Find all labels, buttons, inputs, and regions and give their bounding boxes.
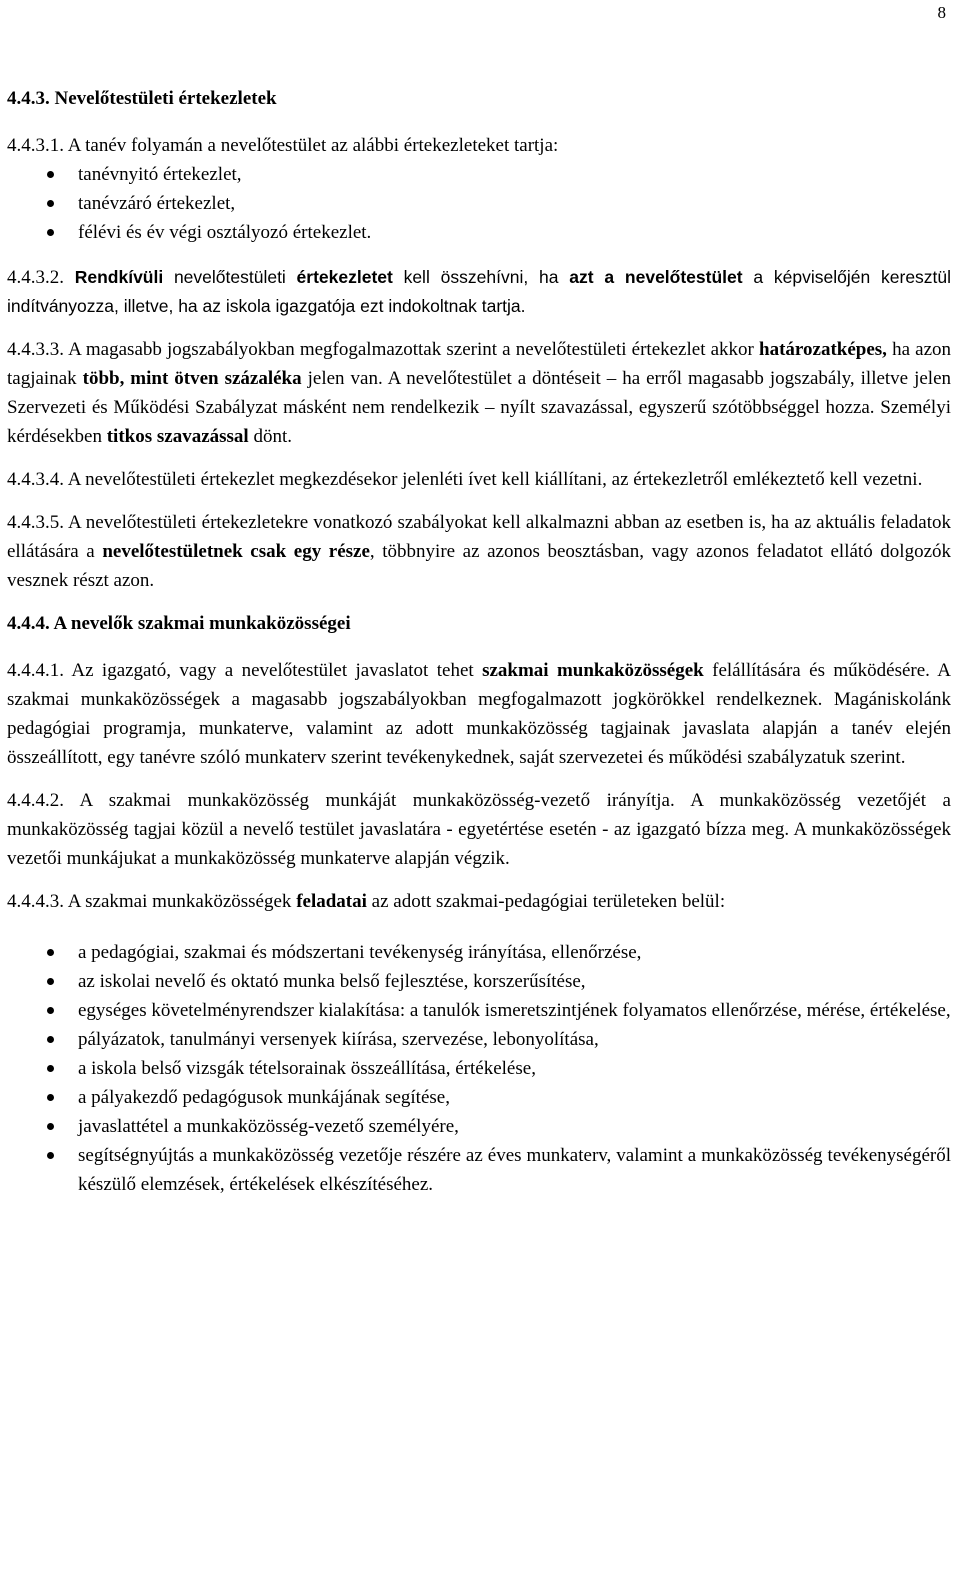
list-item: az iskolai nevelő és oktató munka belső fejlesztése, korszerűsítése, — [7, 967, 951, 996]
bold-text: titkos szavazással — [106, 426, 249, 447]
paragraph-number: 4.4.3.3. — [7, 339, 64, 360]
page-number: 8 — [937, 3, 946, 22]
bullet-icon — [47, 1036, 54, 1043]
bullet-icon — [47, 949, 54, 956]
paragraph-4-4-4-1: 4.4.4.1. Az igazgató, vagy a nevelőtestület javaslatot tehet szakmai munkaközösségek felállítására és működésére. A szakmai munkaközösségek a magasabb jogszabályokban megfogalmazott jogkörökkel rendelkeznek. Magániskolánk pedagógiai programja, munkaterve, valamint az adott munkaközösség tagjainak javaslata alapján a tanév elején összeállított, egy tanévre szóló munkaterv szerint tevékenykednek, saját szervezetei és működési szabályzatuk szerint. — [7, 660, 951, 768]
list-item: félévi és év végi osztályozó értekezlet. — [7, 218, 951, 247]
tasks-list — [7, 938, 951, 1199]
bullet-icon — [47, 1152, 54, 1159]
paragraph-number: 4.4.3.4. — [7, 469, 64, 490]
list-item: pályázatok, tanulmányi versenyek kiírása, szervezése, lebonyolítása, — [7, 1025, 951, 1054]
bold-text: szakmai munkaközösségek — [482, 660, 704, 681]
bold-text: Rendkívüli — [74, 267, 164, 287]
paragraph-number: 4.4.4.1. — [7, 660, 64, 681]
bold-text: határozatképes, — [759, 339, 887, 360]
meeting-types-list — [7, 160, 951, 247]
section-heading-4-4-3: 4.4.3. Nevelőtestületi értekezletek — [7, 88, 277, 109]
paragraph-number: 4.4.3.5. — [7, 512, 64, 533]
paragraph-number: 4.4.4.3. — [7, 891, 64, 912]
bold-text: feladatai — [296, 891, 367, 912]
bold-text: több, mint ötven százaléka — [82, 368, 302, 389]
paragraph-4-4-4-3: 4.4.4.3. A szakmai munkaközösségek feladatai az adott szakmai-pedagógiai területeken belül: — [7, 891, 726, 912]
bullet-icon — [47, 1007, 54, 1014]
paragraph-4-4-3-2: 4.4.3.2. Rendkívüli nevelőtestületi értekezletet kell összehívni, ha azt a nevelőtestület a képviselőjén keresztül indítványozza, illetve, ha az iskola igazgatója ezt indokoltnak tartja. — [7, 267, 952, 316]
paragraph-number: 4.4.3.1. — [7, 135, 64, 156]
paragraph-number: 4.4.4.2. — [7, 790, 64, 811]
list-item: segítségnyújtás a munkaközösség vezetője részére az éves munkaterv, valamint a munkaközösség tevékenységéről készülő elemzések, értékelések elkészítéséhez. — [7, 1141, 951, 1199]
list-item: a pályakezdő pedagógusok munkájának segítése, — [7, 1083, 951, 1112]
bullet-icon — [47, 1094, 54, 1101]
list-item: a iskola belső vizsgák tételsorainak összeállítása, értékelése, — [7, 1054, 951, 1083]
bullet-icon — [47, 200, 54, 207]
bold-text: értekezletet — [296, 267, 393, 287]
bullet-icon — [47, 171, 54, 178]
bullet-icon — [47, 978, 54, 985]
bold-text: nevelőtestületnek csak egy része — [102, 541, 370, 562]
list-item: javaslattétel a munkaközösség-vezető személyére, — [7, 1112, 951, 1141]
bullet-icon — [47, 229, 54, 236]
list-item: egységes követelményrendszer kialakítása: a tanulók ismeretszintjének folyamatos ellenőrzése, mérése, értékelése, — [7, 996, 951, 1025]
paragraph-4-4-3-5: 4.4.3.5. A nevelőtestületi értekezletekre vonatkozó szabályokat kell alkalmazni abban az esetben is, ha az aktuális feladatok ellátására a nevelőtestületnek csak egy része, többnyire az azonos beosztásban, vagy azonos feladatot ellátó dolgozók vesznek részt azon. — [7, 512, 951, 591]
bullet-icon — [47, 1123, 54, 1130]
paragraph-number: 4.4.3.2. — [7, 267, 64, 288]
page-content — [7, 84, 951, 1215]
list-item: a pedagógiai, szakmai és módszertani tevékenység irányítása, ellenőrzése, — [7, 938, 951, 967]
list-item: tanévnyitó értekezlet, — [7, 160, 951, 189]
paragraph-text: A tanév folyamán a nevelőtestület az alábbi értekezleteket tartja: — [67, 135, 559, 156]
paragraph-4-4-3-4: 4.4.3.4. A nevelőtestületi értekezlet megkezdésekor jelenléti ívet kell kiállítani, az értekezletről emlékeztető kell vezetni. — [7, 469, 923, 490]
bullet-icon — [47, 1065, 54, 1072]
paragraph-4-4-3-3: 4.4.3.3. A magasabb jogszabályokban megfogalmazottak szerint a nevelőtestületi értekezlet akkor határozatképes, ha azon tagjainak több, mint ötven százaléka jelen van. A nevelőtestület a döntéseit – ha erről magasabb jogszabály, illetve jelen Szervezeti és Működési Szabályzat másként nem rendelkezik – nyílt szavazással, egyszerű szótöbbséggel hozza. Személyi kérdésekben titkos szavazással dönt. — [7, 339, 952, 447]
list-item: tanévzáró értekezlet, — [7, 189, 951, 218]
section-heading-4-4-4: 4.4.4. A nevelők szakmai munkaközösségei — [7, 613, 351, 634]
bold-text: azt a nevelőtestület — [569, 267, 743, 287]
paragraph-4-4-3-1 — [7, 131, 951, 160]
paragraph-4-4-4-2: 4.4.4.2. A szakmai munkaközösség munkáját munkaközösség-vezető irányítja. A munkaközösség vezetőjét a munkaközösség tagjai közül a nevelő testület javaslatára - egyetértése esetén - az igazgató bízza meg. A munkaközösségek vezetői munkájukat a munkaközösség munkaterve alapján végzik. — [7, 790, 951, 869]
